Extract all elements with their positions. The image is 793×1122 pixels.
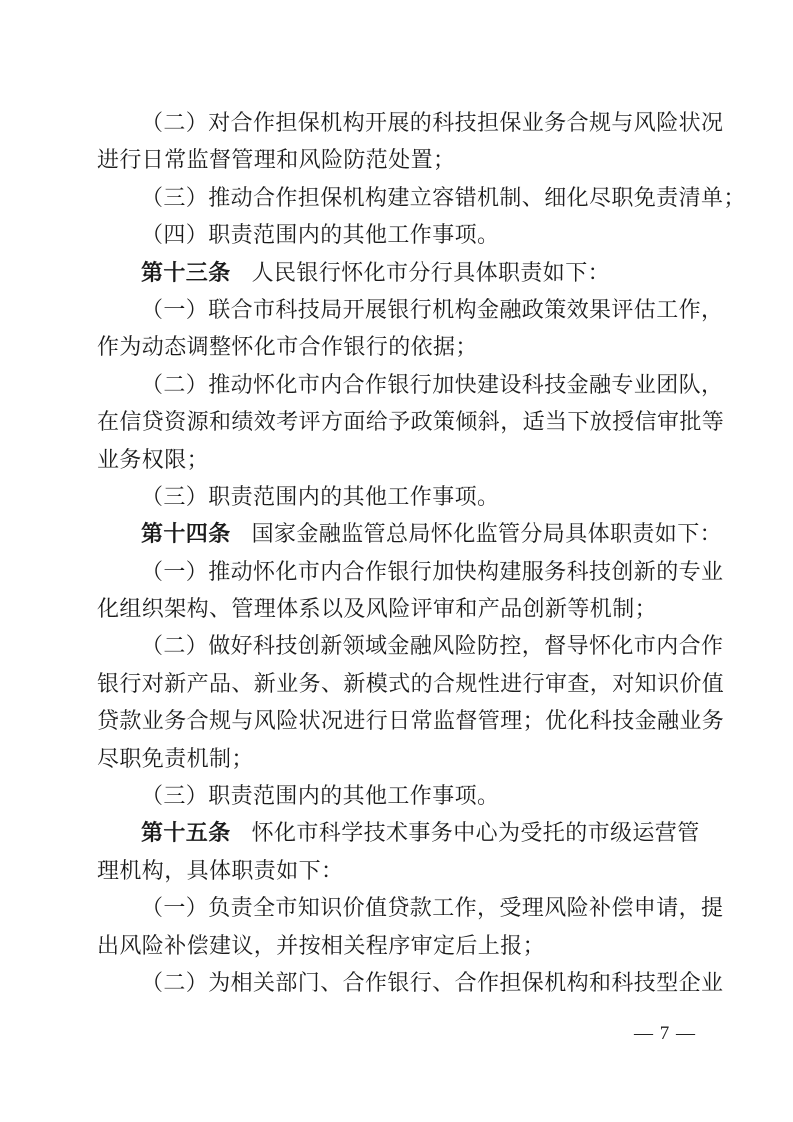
line-text: 化组织架构、管理体系以及风险评审和产品创新等机制； bbox=[97, 596, 658, 622]
text-line bbox=[97, 553, 745, 590]
line-text: （一）联合市科技局开展银行机构金融政策效果评估工作， bbox=[141, 296, 724, 322]
text-line bbox=[97, 627, 745, 664]
text-line bbox=[97, 740, 745, 777]
line-text: （三）推动合作担保机构建立容错机制、细化尽职免责清单； bbox=[141, 184, 746, 210]
line-text: （二）做好科技创新领域金融风险防控，督导怀化市内合作 bbox=[141, 633, 724, 659]
line-text: （二）推动怀化市内合作银行加快建设科技金融专业团队， bbox=[141, 371, 724, 397]
line-text: 人民银行怀化市分行具体职责如下： bbox=[251, 259, 611, 285]
line-text: 理机构，具体职责如下： bbox=[97, 857, 344, 883]
line-text: 银行对新产品、新业务、新模式的合规性进行审查，对知识价值 bbox=[97, 670, 725, 696]
line-text: （四）职责范围内的其他工作事项。 bbox=[141, 222, 500, 248]
text-line bbox=[97, 702, 745, 739]
text-line bbox=[97, 665, 745, 702]
text-line bbox=[97, 104, 745, 141]
text-line bbox=[97, 216, 745, 253]
text-line bbox=[97, 366, 745, 403]
line-text: 作为动态调整怀化市合作银行的依据； bbox=[97, 334, 478, 360]
text-line bbox=[97, 179, 745, 216]
line-text: 国家金融监管总局怀化监管分局具体职责如下： bbox=[251, 521, 723, 547]
text-line bbox=[97, 927, 745, 964]
text-line bbox=[97, 590, 745, 627]
text-line bbox=[97, 777, 745, 814]
line-text: （三）职责范围内的其他工作事项。 bbox=[141, 783, 500, 809]
line-text: 贷款业务合规与风险状况进行日常监督管理；优化科技金融业务 bbox=[97, 708, 725, 734]
line-text: 进行日常监督管理和风险防范处置； bbox=[97, 147, 456, 173]
text-line bbox=[97, 889, 745, 926]
article-number: 第十四条 bbox=[141, 521, 231, 547]
line-text: 出风险补偿建议，并按相关程序审定后上报； bbox=[97, 932, 546, 958]
line-text: （一）推动怀化市内合作银行加快构建服务科技创新的专业 bbox=[141, 558, 724, 584]
text-line bbox=[97, 254, 745, 291]
line-text: （二）对合作担保机构开展的科技担保业务合规与风险状况 bbox=[141, 110, 724, 135]
line-text: （二）为相关部门、合作银行、合作担保机构和科技型企业 bbox=[141, 969, 724, 995]
text-line bbox=[97, 441, 745, 478]
line-text: （一）负责全市知识价值贷款工作，受理风险补偿申请，提 bbox=[141, 895, 724, 921]
line-text: 业务权限； bbox=[97, 446, 210, 472]
text-line bbox=[97, 478, 745, 515]
text-line bbox=[97, 964, 745, 1001]
text-line bbox=[97, 328, 745, 365]
line-text: 怀化市科学技术事务中心为受托的市级运营管 bbox=[251, 820, 700, 846]
text-line bbox=[97, 291, 745, 328]
text-line bbox=[97, 814, 745, 851]
text-line bbox=[97, 141, 745, 178]
text-line bbox=[97, 403, 745, 440]
line-text: 尽职免责机制； bbox=[97, 745, 254, 771]
text-line bbox=[97, 852, 745, 889]
page-number: — 7 — bbox=[634, 1023, 696, 1044]
text-line bbox=[97, 515, 745, 552]
line-text: （三）职责范围内的其他工作事项。 bbox=[141, 483, 500, 509]
article-number: 第十三条 bbox=[141, 259, 231, 285]
line-text: 在信贷资源和绩效考评方面给予政策倾斜，适当下放授信审批等 bbox=[97, 409, 725, 435]
article-number: 第十五条 bbox=[141, 820, 231, 846]
document-body bbox=[97, 104, 745, 1001]
